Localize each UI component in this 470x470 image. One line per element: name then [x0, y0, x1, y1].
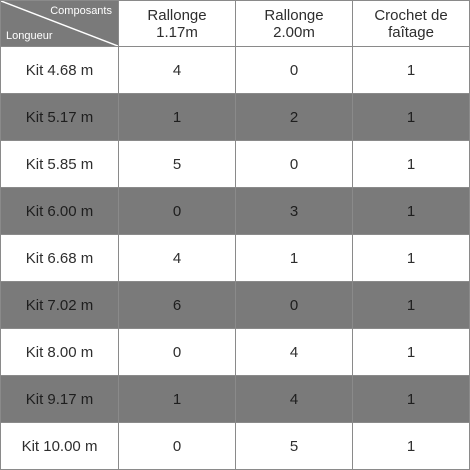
table-row	[1, 94, 470, 141]
crochet-count: 1	[353, 188, 470, 235]
table-row	[1, 141, 470, 188]
row-label-cell: Kit 5.85 m	[1, 141, 119, 188]
rallonge-117-count: 1	[119, 94, 236, 141]
table-row	[1, 329, 470, 376]
table-row	[1, 423, 470, 470]
column-header-line-1: Rallonge	[147, 6, 207, 24]
column-header-line-1: Rallonge	[264, 6, 324, 24]
column-header-line-2: 2.00m	[273, 23, 315, 41]
table-row	[1, 188, 470, 235]
column-header-rallonge-117	[119, 1, 236, 47]
row-label-cell: Kit 9.17 m	[1, 376, 119, 423]
components-axis-label: Composants	[50, 5, 112, 17]
crochet-count: 1	[353, 47, 470, 94]
crochet-count: 1	[353, 141, 470, 188]
crochet-count: 1	[353, 329, 470, 376]
row-label-cell: Kit 5.17 m	[1, 94, 119, 141]
rallonge-200-count: 0	[236, 141, 353, 188]
rallonge-117-count: 0	[119, 423, 236, 470]
rallonge-117-count: 0	[119, 329, 236, 376]
row-label-cell: Kit 8.00 m	[1, 329, 119, 376]
rallonge-200-count: 0	[236, 282, 353, 329]
rallonge-200-count: 3	[236, 188, 353, 235]
row-label-cell: Kit 6.68 m	[1, 235, 119, 282]
rallonge-200-count: 5	[236, 423, 353, 470]
rallonge-117-count: 4	[119, 235, 236, 282]
row-label-cell: Kit 7.02 m	[1, 282, 119, 329]
rallonge-117-count: 1	[119, 376, 236, 423]
rallonge-117-count: 0	[119, 188, 236, 235]
table-row	[1, 282, 470, 329]
table-row	[1, 376, 470, 423]
row-label-cell: Kit 6.00 m	[1, 188, 119, 235]
rallonge-200-count: 4	[236, 329, 353, 376]
column-header-line-2: 1.17m	[156, 23, 198, 41]
column-header-rallonge-200	[236, 1, 353, 47]
column-header-line-2: faîtage	[388, 23, 434, 41]
crochet-count: 1	[353, 376, 470, 423]
table-row	[1, 47, 470, 94]
column-header-crochet-faitage	[353, 1, 470, 47]
row-label-cell: Kit 4.68 m	[1, 47, 119, 94]
table-header-row	[1, 1, 470, 47]
rallonge-200-count: 1	[236, 235, 353, 282]
rallonge-200-count: 2	[236, 94, 353, 141]
crochet-count: 1	[353, 282, 470, 329]
table-body	[1, 47, 470, 470]
length-axis-label: Longueur	[6, 30, 53, 42]
rallonge-200-count: 0	[236, 47, 353, 94]
rallonge-200-count: 4	[236, 376, 353, 423]
corner-header-cell	[1, 1, 119, 47]
rallonge-117-count: 4	[119, 47, 236, 94]
crochet-count: 1	[353, 94, 470, 141]
row-label-cell: Kit 10.00 m	[1, 423, 119, 470]
crochet-count: 1	[353, 235, 470, 282]
table-row	[1, 235, 470, 282]
rallonge-117-count: 5	[119, 141, 236, 188]
crochet-count: 1	[353, 423, 470, 470]
rallonge-117-count: 6	[119, 282, 236, 329]
column-header-line-1: Crochet de	[374, 6, 448, 24]
